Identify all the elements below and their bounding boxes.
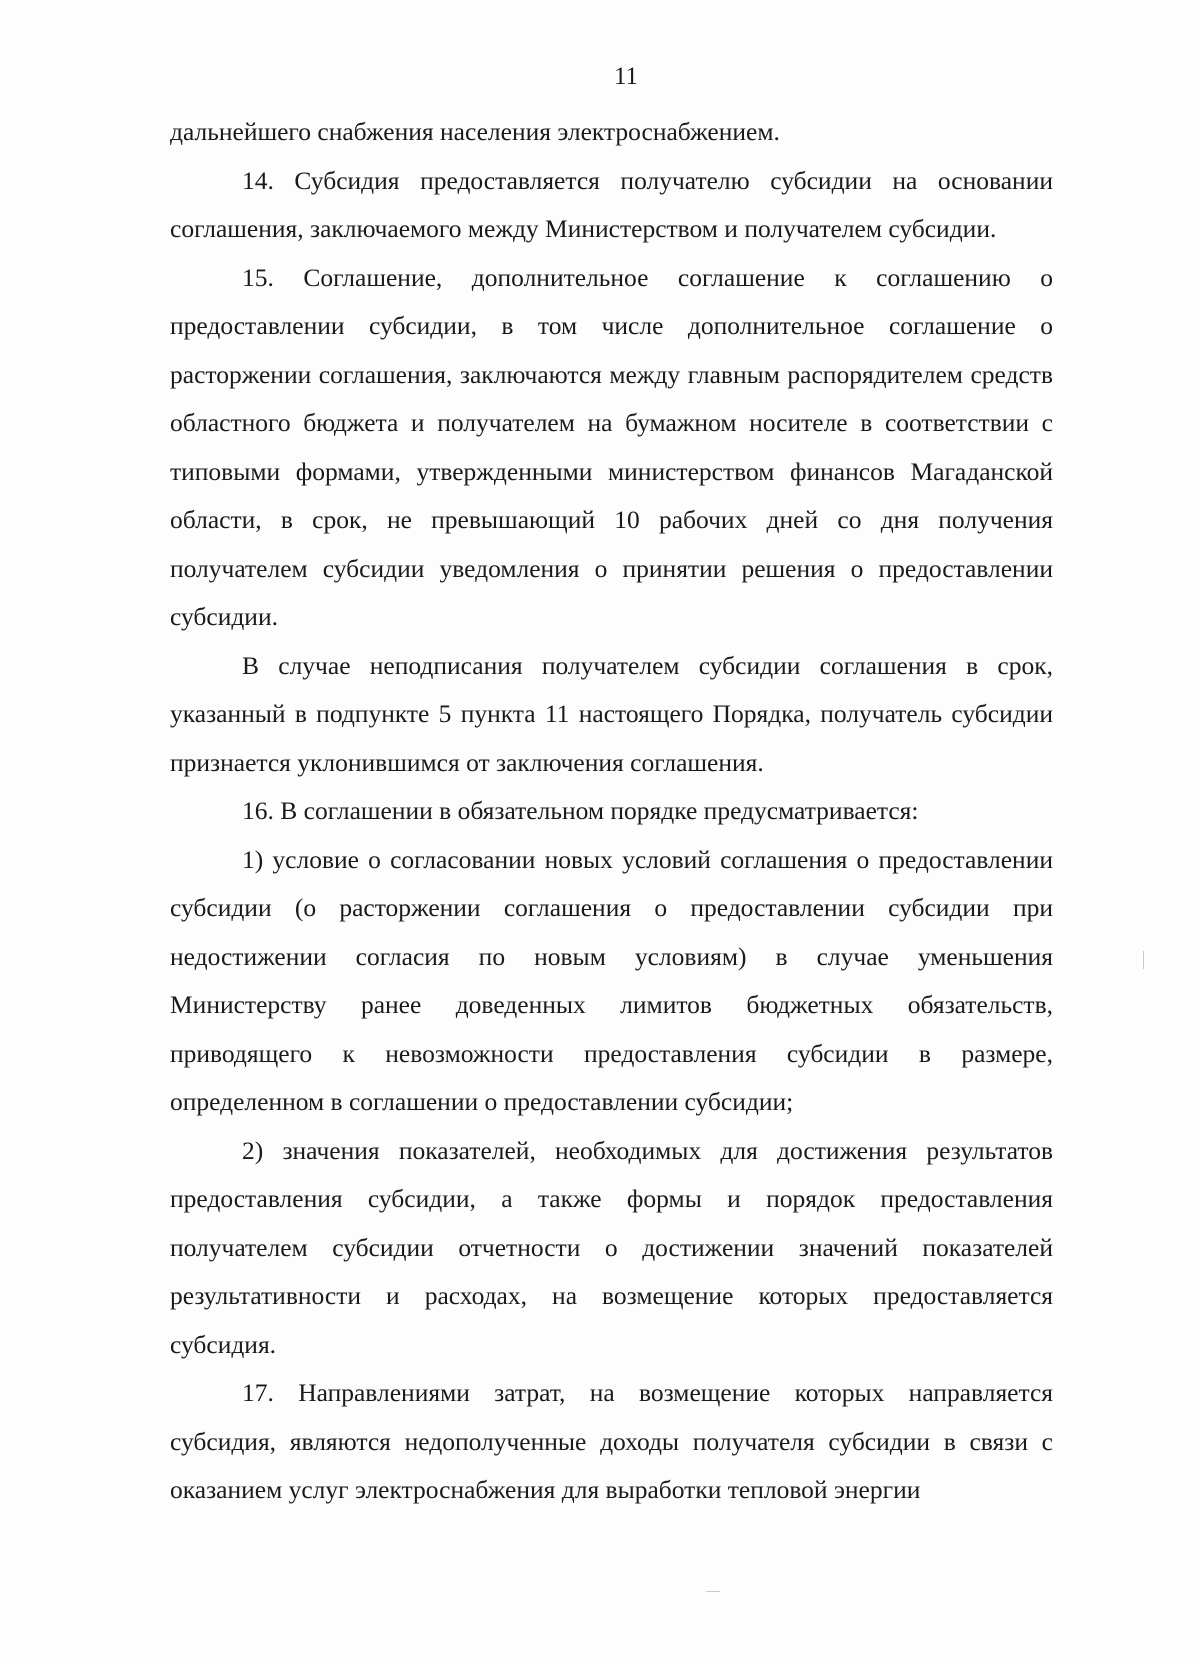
paragraph-16: 16. В соглашении в обязательном порядке предусматривается: xyxy=(242,796,919,825)
scan-speck xyxy=(706,1591,720,1592)
paragraph-refusal: В случае неподписания получателем субсидии соглашения в срок, указанный в подпункте 5 пункта 11 настоящего Порядка, получатель субсидии признается уклонившимся от заключения соглашения. xyxy=(170,650,1053,777)
paragraph-15: 15. Соглашение, дополнительное соглашение к соглашению о предоставлении субсидии, в том числе дополнительное соглашение о расторжении соглашения, заключаются между главным распорядителем средств областного бюджета и получателем на бумажном носителе в соответствии с типовыми формами, утвержденными министерством финансов Магаданской области, в срок, не превышающий 10 рабочих дней со дня получения получателем субсидии уведомления о принятии решения о предоставлении субсидии. xyxy=(170,262,1053,631)
document-body xyxy=(170,108,1053,1515)
page-number: 11 xyxy=(613,63,639,90)
paragraph-17: 17. Направлениями затрат, на возмещение которых направляется субсидия, являются недополученные доходы получателя субсидии в связи с оказанием услуг электроснабжения для выработки тепловой энергии xyxy=(170,1378,1053,1504)
paragraph-16-item-2: 2) значения показателей, необходимых для достижения результатов предоставления субсидии, а также формы и порядок предоставления получателем субсидии отчетности о достижении значений показателей результативности и расходах, на возмещение которых предоставляется субсидия. xyxy=(170,1135,1053,1359)
paragraph-continuation: дальнейшего снабжения населения электроснабжением. xyxy=(170,117,780,146)
scan-speck xyxy=(1143,951,1144,969)
paragraph-16-item-1: 1) условие о согласовании новых условий соглашения о предоставлении субсидии (о расторжении соглашения о предоставлении субсидии при недостижении согласия по новым условиям) в случае уменьшения Министерству ранее доведенных лимитов бюджетных обязательств, приводящего к невозможности предоставления субсидии в размере, определенном в соглашении о предоставлении субсидии; xyxy=(170,844,1053,1116)
paragraph-14: 14. Субсидия предоставляется получателю субсидии на основании соглашения, заключаемого между Министерством и получателем субсидии. xyxy=(170,165,1053,243)
